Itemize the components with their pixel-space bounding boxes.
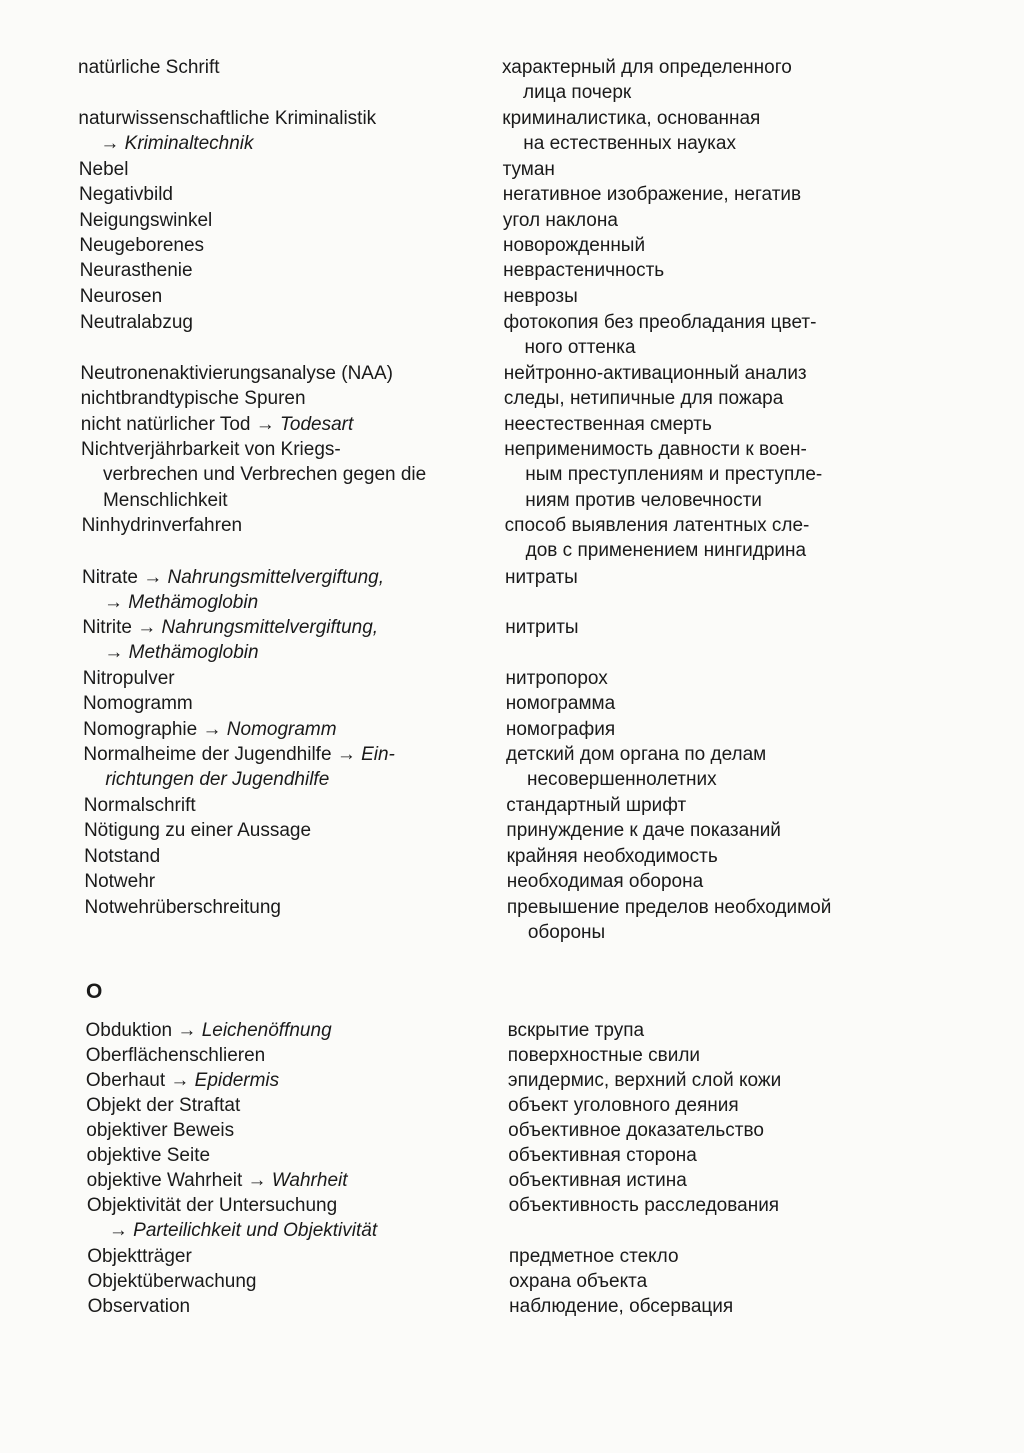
cross-reference-link[interactable]: Methämoglobin — [128, 642, 259, 664]
cross-reference-link[interactable]: Kriminaltechnik — [124, 133, 254, 155]
german-term-line — [87, 1269, 256, 1294]
cross-reference-arrow-icon: → — [143, 567, 168, 588]
german-term-line — [87, 1168, 348, 1193]
russian-translation — [509, 1269, 647, 1294]
russian-translation — [506, 666, 608, 691]
term-text: Normalheime der Jugendhilfe — [83, 744, 337, 765]
translation-line: лица почерк — [523, 82, 632, 104]
translation-line: объективная истина — [508, 1170, 687, 1191]
translation-line: дов с применением нингидрина — [525, 540, 807, 562]
cross-reference-link[interactable]: Methämoglobin — [128, 592, 259, 614]
term-text: Nötigung zu einer Aussage — [83, 820, 312, 841]
term-text: objektiver Beweis — [86, 1120, 235, 1141]
cross-reference-arrow-icon: → — [103, 592, 129, 614]
translation-line: ниям против человечности — [525, 489, 762, 511]
german-term-line — [82, 590, 384, 615]
cross-reference-arrow-icon: → — [255, 414, 281, 435]
russian-translation — [502, 106, 760, 157]
german-term-line — [81, 386, 306, 411]
german-term — [80, 284, 162, 309]
translation-line: способ выявления латентных сле- — [504, 515, 810, 536]
term-text: Objektivität der Untersuchung — [86, 1195, 338, 1216]
section-letter-o: O — [86, 980, 103, 1003]
german-term-line — [86, 1093, 240, 1118]
german-term — [86, 1043, 266, 1068]
russian-translation — [502, 55, 792, 106]
german-term-line — [87, 1218, 377, 1243]
translation-line: негативное изображение, негатив — [502, 184, 802, 205]
russian-translation — [506, 717, 615, 742]
german-term — [79, 208, 212, 233]
translation-line: новорожденный — [503, 235, 646, 256]
cross-reference-arrow-icon: → — [247, 1170, 272, 1191]
german-term-line — [80, 361, 393, 386]
german-term — [81, 437, 426, 513]
german-term — [84, 818, 311, 843]
term-text: Observation — [87, 1296, 191, 1317]
german-term-line — [83, 691, 193, 716]
german-term — [81, 412, 354, 437]
german-term-line — [80, 284, 162, 309]
german-term — [86, 1143, 210, 1168]
translation-line: вскрытие трупа — [507, 1020, 645, 1041]
translation-line: криминалистика, основанная — [502, 108, 761, 129]
cross-reference-arrow-icon: → — [336, 744, 362, 765]
russian-translation — [508, 1043, 700, 1068]
term-text: Objekt der Straftat — [86, 1095, 241, 1116]
russian-translation — [503, 258, 664, 283]
german-term-line — [79, 157, 129, 182]
translation-line: объективность расследования — [508, 1195, 780, 1216]
german-term — [81, 386, 306, 411]
translation-line: фотокопия без преобладания цвет- — [503, 312, 817, 333]
german-term — [86, 1118, 234, 1143]
translation-line: поверхностные свили — [507, 1045, 701, 1066]
translation-line: несовершеннолетних — [526, 769, 717, 791]
term-text: Normalschrift — [83, 795, 196, 816]
german-term-line — [79, 182, 173, 207]
russian-translation — [507, 844, 718, 869]
russian-translation — [505, 615, 578, 640]
german-term — [80, 310, 193, 335]
german-term — [87, 1269, 256, 1294]
german-term-line — [86, 1143, 210, 1168]
german-term-line — [79, 233, 204, 258]
german-term-line — [83, 717, 336, 742]
term-text: Obduktion — [85, 1020, 178, 1041]
term-text: Notwehrüberschreitung — [84, 897, 281, 918]
term-text: objektive Seite — [86, 1145, 211, 1166]
german-term-line — [83, 666, 175, 691]
term-text: Nitrate — [81, 567, 144, 588]
german-term-line — [84, 818, 311, 843]
german-term — [78, 106, 376, 157]
german-term — [84, 793, 196, 818]
german-term — [79, 233, 204, 258]
german-term — [82, 513, 243, 538]
german-term-line — [81, 412, 354, 437]
german-term — [82, 565, 384, 616]
translation-line: угол наклона — [502, 210, 618, 231]
cross-reference-link[interactable]: Nomogramm — [226, 719, 337, 740]
russian-translation — [508, 1093, 739, 1118]
term-text: Neigungswinkel — [79, 210, 213, 231]
german-term — [79, 157, 129, 182]
russian-translation — [503, 208, 618, 233]
term-text: verbrechen und Verbrechen gegen die — [102, 464, 427, 486]
german-term-line — [80, 310, 193, 335]
translation-line: охрана объекта — [509, 1271, 648, 1292]
translation-line: необходимая оборона — [506, 871, 704, 892]
cross-reference-link[interactable]: Ein- — [361, 744, 395, 765]
russian-translation — [506, 793, 686, 818]
russian-translation — [503, 182, 801, 207]
german-term-line — [87, 1244, 192, 1269]
russian-translation — [507, 869, 703, 894]
translation-line: на естественных науках — [523, 133, 736, 155]
cross-reference-arrow-icon: → — [104, 642, 129, 664]
german-term — [88, 1294, 190, 1319]
term-text: Nitrite — [82, 617, 138, 638]
german-term-line — [86, 1043, 266, 1068]
german-term — [82, 615, 378, 666]
term-text: Oberflächenschlieren — [85, 1045, 266, 1066]
german-term — [86, 1018, 332, 1043]
term-text: Menschlichkeit — [102, 489, 228, 511]
translation-line: предметное стекло — [508, 1246, 679, 1267]
translation-line: неврозы — [503, 286, 578, 307]
russian-translation — [506, 818, 781, 843]
translation-line: объективная сторона — [508, 1145, 697, 1166]
term-text: Neurasthenie — [79, 260, 193, 281]
translation-line: эпидермис, верхний слой кожи — [507, 1070, 782, 1091]
term-text: objektive Wahrheit — [86, 1170, 248, 1191]
translation-line: неврастеничность — [503, 260, 665, 281]
german-term-line — [87, 1193, 377, 1218]
russian-translation — [509, 1193, 780, 1218]
translation-line: объект уголовного деяния — [508, 1095, 739, 1116]
cross-reference-link[interactable]: richtungen der Jugendhilfe — [105, 769, 330, 791]
german-term-line — [81, 462, 426, 487]
translation-line: нитропорох — [505, 668, 608, 689]
term-text: naturwissenschaftliche Kriminalistik — [78, 108, 377, 129]
russian-translation — [509, 1294, 733, 1319]
german-term — [83, 666, 175, 691]
german-term — [87, 1168, 348, 1193]
translation-line: стандартный шрифт — [506, 795, 687, 816]
cross-reference-link[interactable]: Nahrungsmittelvergiftung, — [161, 617, 379, 638]
russian-translation — [507, 895, 831, 946]
german-term-line — [83, 767, 395, 792]
term-text: Negativbild — [78, 184, 173, 205]
cross-reference-arrow-icon: → — [100, 133, 125, 155]
german-term-line — [78, 106, 376, 131]
russian-translation — [504, 437, 822, 513]
russian-translation — [509, 1244, 679, 1269]
translation-line: ным преступлениям и преступле- — [525, 464, 823, 486]
german-term — [87, 1244, 192, 1269]
cross-reference-link[interactable]: Todesart — [280, 414, 354, 435]
term-text: Nebel — [78, 159, 129, 180]
russian-translation — [504, 386, 783, 411]
term-text: Nitropulver — [82, 668, 175, 689]
translation-line: ного оттенка — [524, 337, 636, 359]
german-term — [80, 361, 393, 386]
term-text: Neutronenaktivierungsanalyse (NAA) — [80, 363, 393, 384]
german-term-line — [82, 640, 378, 665]
term-text: Objektträger — [87, 1246, 192, 1267]
german-term — [83, 742, 395, 793]
term-text: natürliche Schrift — [78, 57, 220, 78]
german-term-line — [84, 844, 160, 869]
cross-reference-link[interactable]: Parteilichkeit und Objektivität — [133, 1220, 378, 1242]
term-text: nichtbrandtypische Spuren — [80, 388, 306, 409]
german-term-line — [86, 1068, 279, 1093]
german-term-line — [81, 488, 426, 513]
russian-translation — [508, 1168, 686, 1193]
term-text: Nomographie — [83, 719, 203, 740]
german-term — [83, 691, 193, 716]
german-term — [79, 182, 173, 207]
cross-reference-link[interactable]: Epidermis — [194, 1070, 280, 1091]
cross-reference-arrow-icon: → — [170, 1070, 195, 1091]
term-text: nicht natürlicher Tod — [80, 414, 256, 435]
russian-translation — [503, 157, 555, 182]
translation-line: принуждение к даче показаний — [506, 820, 781, 841]
translation-line: нитриты — [505, 617, 579, 638]
translation-line: наблюдение, обсервация — [509, 1296, 734, 1317]
cross-reference-link[interactable]: Leichenöffnung — [201, 1020, 332, 1041]
german-term-line — [85, 895, 281, 920]
term-text: Neugeborenes — [79, 235, 205, 256]
german-term-line — [82, 565, 384, 590]
translation-line: номограмма — [505, 693, 616, 714]
cross-reference-link[interactable]: Wahrheit — [271, 1170, 348, 1191]
german-term-line — [86, 1118, 234, 1143]
translation-line: туман — [502, 159, 555, 180]
translation-line: объективное доказательство — [508, 1120, 764, 1141]
term-text: Ninhydrinverfahren — [81, 515, 243, 536]
german-term — [86, 1093, 240, 1118]
german-term-line — [83, 742, 395, 767]
term-text: Notwehr — [84, 871, 156, 892]
german-term — [83, 717, 336, 742]
german-term-line — [88, 1294, 190, 1319]
german-term-line — [86, 1018, 332, 1043]
russian-translation — [505, 513, 810, 564]
russian-translation — [508, 1068, 781, 1093]
translation-line: следы, нетипичные для пожара — [503, 388, 784, 409]
translation-line: нейтронно-активационный анализ — [503, 363, 807, 384]
russian-translation — [506, 691, 615, 716]
term-text: Nichtverjährbarkeit von Kriegs- — [80, 439, 341, 460]
german-term-line — [78, 131, 376, 156]
german-term-line — [79, 208, 212, 233]
translation-line: неприменимость давности к воен- — [504, 439, 807, 460]
russian-translation — [504, 361, 807, 386]
russian-translation — [503, 233, 645, 258]
term-text: Neurosen — [79, 286, 163, 307]
translation-line: номография — [505, 719, 616, 740]
german-term-line — [81, 437, 426, 462]
term-text: Oberhaut — [85, 1070, 171, 1091]
cross-reference-arrow-icon: → — [137, 617, 162, 638]
translation-line: обороны — [527, 922, 606, 944]
translation-line: неестественная смерть — [504, 414, 712, 435]
german-term-line — [84, 869, 155, 894]
german-term — [87, 1193, 377, 1244]
cross-reference-link[interactable]: Nahrungsmittelvergiftung, — [167, 567, 384, 588]
german-term-line — [82, 513, 243, 538]
cross-reference-arrow-icon: → — [202, 719, 227, 740]
translation-line: детский дом органа по делам — [505, 744, 767, 765]
term-text: Neutralabzug — [79, 312, 194, 333]
german-term — [80, 258, 193, 283]
german-term — [86, 1068, 279, 1093]
german-term — [78, 55, 220, 80]
russian-translation — [508, 1018, 645, 1043]
russian-translation — [504, 412, 712, 437]
german-term-line — [84, 793, 196, 818]
german-term-line — [82, 615, 378, 640]
term-text: Nomogramm — [82, 693, 193, 714]
term-text: Notstand — [84, 846, 161, 867]
cross-reference-arrow-icon: → — [108, 1220, 134, 1242]
german-term — [84, 844, 160, 869]
russian-translation — [508, 1143, 697, 1168]
russian-translation — [505, 565, 578, 590]
russian-translation — [503, 310, 816, 361]
translation-line: превышение пределов необходимой — [506, 897, 832, 918]
cross-reference-arrow-icon: → — [177, 1020, 202, 1041]
russian-translation — [503, 284, 577, 309]
translation-line: характерный для определенного — [502, 57, 792, 78]
german-term-line — [80, 258, 193, 283]
russian-translation — [508, 1118, 764, 1143]
translation-line: нитраты — [504, 567, 578, 588]
russian-translation — [506, 742, 766, 793]
german-term — [84, 869, 155, 894]
german-term — [85, 895, 281, 920]
term-text: Objektüberwachung — [87, 1271, 257, 1292]
translation-line: крайняя необходимость — [506, 846, 718, 867]
german-term-line — [78, 55, 220, 80]
